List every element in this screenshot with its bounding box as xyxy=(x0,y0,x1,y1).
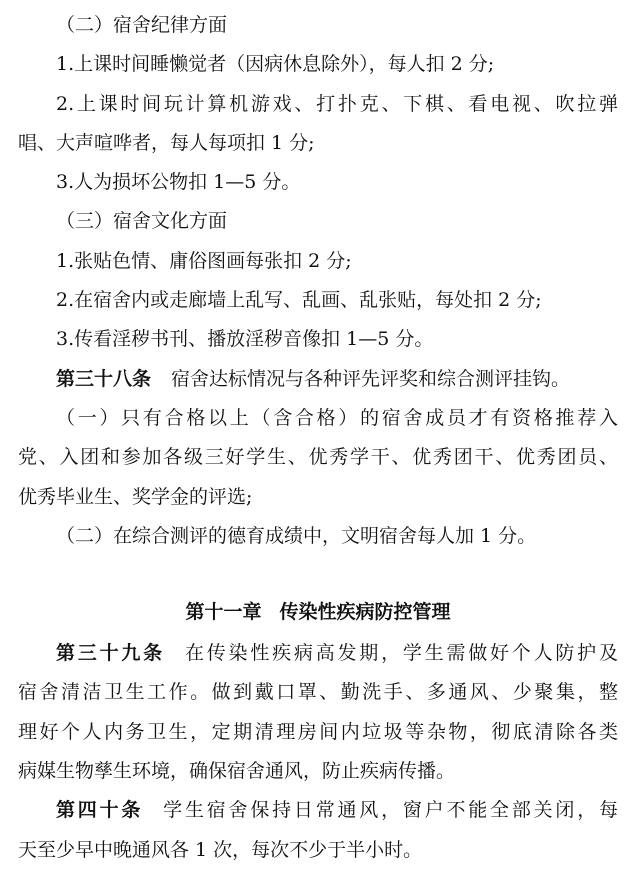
chapter-number: 第十一章 xyxy=(185,601,262,624)
article-39-line-3: 理好个人内务卫生，定期清理房间内垃圾等杂物，彻底清除各类 xyxy=(18,720,618,743)
article-38 xyxy=(18,360,618,399)
article-38-clause-2: （二）在综合测评的德育成绩中，文明宿舍每人加 1 分。 xyxy=(56,524,537,547)
article-39-line-2: 宿舍清洁卫生工作。做到戴口罩、勤洗手、多通风、少聚集，整 xyxy=(18,681,618,704)
discipline-item-2-line-1: 2.上课时间玩计算机游戏、打扑克、下棋、看电视、吹拉弹 xyxy=(56,92,618,115)
section-heading-culture: （三）宿舍文化方面 xyxy=(56,210,228,233)
section-heading-discipline: （二）宿舍纪律方面 xyxy=(56,14,228,36)
article-40-line-2: 天至少早中晚通风各 1 次，每次不少于半小时。 xyxy=(18,838,423,861)
chapter-heading xyxy=(18,590,618,634)
discipline-item-3: 3.人为损坏公物扣 1—5 分。 xyxy=(56,171,301,194)
article-38-text: 宿舍达标情况与各种评先评奖和综合测评挂钩。 xyxy=(171,367,571,390)
article-39-line-4: 病媒生物孳生环境，确保宿舍通风，防止疾病传播。 xyxy=(18,760,456,783)
article-40-text-1: 学生宿舍保持日常通风，窗户不能全部关闭，每 xyxy=(163,799,618,822)
discipline-item-1: 1.上课时间睡懒觉者（因病休息除外），每人扣 2 分; xyxy=(56,53,495,76)
article-40-line-1 xyxy=(18,791,618,830)
article-40-label: 第四十条 xyxy=(56,799,144,822)
article-38-label: 第三十八条 xyxy=(56,367,152,390)
document-page xyxy=(18,6,618,870)
culture-item-2: 2.在宿舍内或走廊墙上乱写、乱画、乱张贴，每处扣 2 分; xyxy=(56,289,542,312)
culture-item-3: 3.传看淫秽书刊、播放淫秽音像扣 1—5 分。 xyxy=(56,328,434,351)
article-39-label: 第三十九条 xyxy=(56,642,165,665)
article-39-line-1 xyxy=(18,634,618,673)
culture-item-1: 1.张贴色情、庸俗图画每张扣 2 分; xyxy=(56,249,352,272)
article-39-text-1: 在传染性疾病高发期，学生需做好个人防护及 xyxy=(184,642,618,665)
chapter-title: 传染性疾病防控管理 xyxy=(279,601,451,624)
article-38-clause-1-line-2: 党、入团和参加各级三好学生、优秀学干、优秀团干、优秀团员、 xyxy=(18,446,618,469)
article-38-clause-1-line-3: 优秀毕业生、奖学金的评选; xyxy=(18,485,253,508)
article-38-clause-1-line-1: （一）只有合格以上（含合格）的宿舍成员才有资格推荐入 xyxy=(56,406,618,429)
discipline-item-2-line-2: 唱、大声喧哗者，每人每项扣 1 分; xyxy=(18,131,315,154)
